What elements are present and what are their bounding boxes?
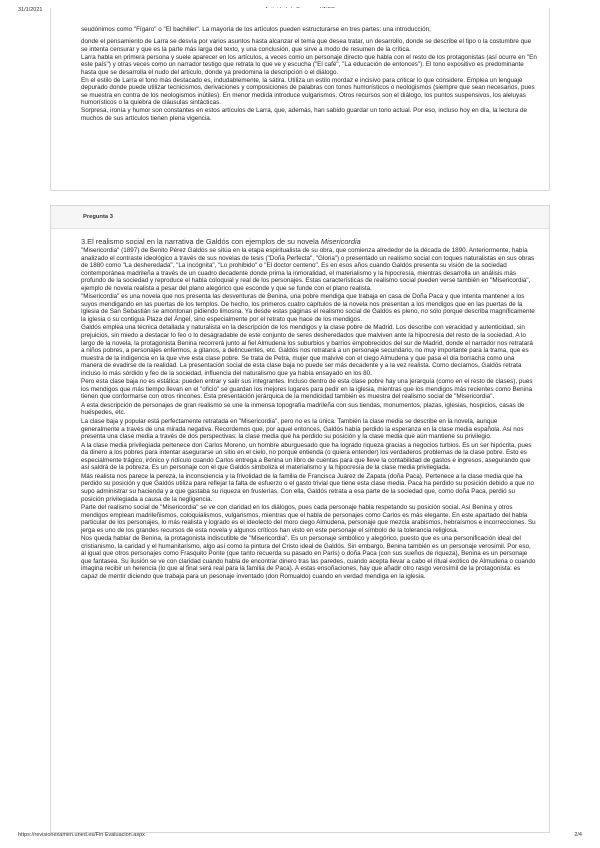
answer-paragraph: Pero esta clase baja no es estática: pueden entrar y salir sus integrantes. Incluso dentro de esta clase pobre hay una jerarquía (como en el resto de clases), pues los mendigos que más tiempo llevan en el "oficio" se guardan los mejores lugares para pedir en la iglesia, mientras que los mendigos más recientes como Benina tienen que conformarse con otros rincones. Esta presentación jerárquica de la mendicidad también es muestra del realismo social de "Misericordia". <box>81 378 533 401</box>
answer-paragraph: Sorpresa, ironía y humor son constantes en estos artículos de Larra, que, además, han sabido guardar un tono actual. Por eso, incluso hoy en día, la lectura de muchos de sus artículos tienen plena vigencia. <box>81 107 527 123</box>
answer-card-previous <box>50 8 550 191</box>
question-title-novel: Misericordia <box>320 237 361 246</box>
answer-paragraph: A la clase media privilegiada pertenece don Carlos Moreno, un hombre aburguesado que ha logrado riqueza gracias a negocios turbios. Es un ser hipócrita, pues da dinero a los pobres para intentar asegurarse un sitio en el cielo, no porque entienda (o quiera entender) los verdaderos problemas de la clase pobre. Esto es especialmente trágico, irónico y ridículo cuando Carlos entrega a Benina un libro de cuentas para que lleve la contabilidad de gastos e ingresos, asegurando que así saldrá de la pobreza. Es un personaje con el que Galdós simboliza el materialismo y la hipocresía de la clase media privilegiada. <box>81 441 532 472</box>
answer-paragraph: Galdós emplea una técnica detallada y naturalista en la descripción de los mendigos y la clase pobre de Madrid. Los describe con veracidad y autenticidad, sin prejuicios, sin miedo a destacar lo feo o lo desagradable de este conjunto de seres desheredados que malviven ante la hipocresía del resto de la sociedad. A lo largo de la novela, la protagonista Benina recorrerá junto al fiel Almudena los suburbios y barrios empobrecidos del sur de Madrid, donde el narrador nos retratará a niños pobres, a personajes enfermos, a gitanos, a delincuentes, etc. Galdós nos retratará a un personaje secundario, no muy importante para la trama, que es muestra de la indigencia en la que vive esta clase pobre. Se trata de Petra, mujer que malvive con el ciego Almudena y que pasa el día borracha como una manera de evadirse de la realidad. La presentación social de esta clase baja no puede ser más decadente y a la vez realista. Como decíamos, Galdós retrata incluso lo más sórdido y feo de la sociedad, influencia del naturalismo que ya había ensayado en los 80. <box>81 324 533 377</box>
print-url: https://revisionexamen.uned.es/Fin Evaluacion.aspx <box>18 832 145 838</box>
question-title-text: 3.El realismo social en la narrativa de Galdós con ejemplos de su novela <box>81 237 321 246</box>
answer-paragraph: "Misericordia" (1897) de Benito Pérez Galdós se sitúa en la etapa espiritualista de su obra, que comienza alrededor de la década de 1890. Anteriormente, había analizado el contraste ideológico a través de sus novelas de tesis ("Doña Perfecta", "Gloria") o presentado un realismo social con toques naturalistas en sus obras de 1880 como "La desheredada", "La incógnita", "Lo prohibido" o "El doctor centeno". Es en esos años cuando Galdós presenta su visión de la sociedad contemporánea madrileña a través de un cuadro decadente donde prima la inmoralidad, el materialismo y la hipocresía, mientras desarrolla un análisis más profundo de la sociedad y reproduce el habla coloquial y real de los personajes. Estas características de realismo social pueden verse también en "Misericordia", ejemplo de novela realista a pesar del plano alegórico que esconde y que se funde con el plano realista. <box>81 247 535 292</box>
answer-paragraph: En el estilo de Larra el tono más destacado es, indudablemente, la sátira. Utiliza un estilo mordaz e incisivo para criticar lo que considere. Emplea un lenguaje depurado donde puede utilizar tecnicismos, derivaciones y composiciones de palabras con tonos humorísticos o neologismos (siempre que sean necesarios, pues se muestra en contra de los neologismos inútiles). En menor medida introduce vulgarismos. Otros recursos son el diálogo, los puntos suspensivos, los aleluyas humorísticos o la quiebra de cláusulas sintácticas. <box>81 76 535 107</box>
question-label: Pregunta 3 <box>83 214 113 220</box>
answer-paragraph: seudónimos como "Fígaro" o "El bachiller". La mayoría de los artículos pueden estructurarse en tres partes: una introducción, <box>81 26 431 33</box>
print-footer <box>0 832 600 842</box>
answer-text <box>81 237 537 582</box>
answer-paragraph: Más realista nos parece la pereza, la inconsciencia y la frivolidad de la familia de Francisca Juárez de Zapata (doña Paca). Pertenece a la clase media que ha perdido su posición y que Galdós utiliza para reflejar la falta de esfuerzo o el gasto trivial que tiene esta clase media. Paca ha perdido su posición debido a que no supo administrar su hacienda y a que gastaba su riqueza en fruslerías. Con ella, Galdós retrata a esa parte de la sociedad que, como doña Paca, perdió su posición privilegiada a causa de la negligencia. <box>81 472 534 503</box>
print-page-number: 2/4 <box>574 832 582 838</box>
answer-text <box>81 26 537 123</box>
question-card-3 <box>50 205 550 833</box>
print-date: 31/1/2021 <box>18 7 43 13</box>
answer-paragraph: Larra habla en primera persona y suele aparecer en los artículos, a veces como un personaje directo que habla con el resto de los protagonistas (así ocurre en "En este país") y otras veces como un narrador testigo que retrata lo que ve y escucha ("El café", "La educación de entonces"). El tono expositivo es predominante hasta que se desarrolla el nudo del artículo, donde ya predomina la descripción o el diálogo. <box>81 53 537 76</box>
question-header <box>51 206 549 229</box>
question-title <box>81 237 537 246</box>
answer-paragraph: Parte del realismo social de "Misericordia" se ve con claridad en los diálogos, pues cada personaje habla respetando su posición social. Así Benina y otros mendigos emplean madrileñismos, coloquialismos, vulgarismos, mientras que el habla de personajes como Carlos es más elegante. En este apartado del habla particular de los personajes, lo más realista y logrado es el ideolecto del moro ciego Almudena, personaje que mezcla arabismos, hebraísmos e incorrecciones. Su jerga es uno de los grandes recursos de esta novela y algunos críticos han visto en este personaje el símbolo de la tolerancia religiosa. <box>81 504 536 534</box>
answer-paragraph: "Misericordia" es una novela que nos presenta las desventuras de Benina, una pobre mendiga que trabaja en casa de Doña Paca y que intenta mantener a los suyos mendigando en las puertas de los templos. De hecho, los primeros cuatro capítulos de la novela nos presentan a los mendigos que en las puertas de la Iglesia de San Sebastián se amontonan pidiendo limosna. Ya desde estas páginas el realismo social de Galdós es pleno, no sólo porque describa magníficamente la iglesia o su contigua Plaza del Ángel, sino especialmente por el retrato que hace de los mendigos. <box>81 293 535 323</box>
answer-paragraph: A esta descripción de personajes de gran realismo se une la inmensa topografía madrileña con sus tiendas, monumentos, plazas, iglesias, hospicios, casas de huéspedes, etc. <box>81 401 525 417</box>
answer-paragraph: La clase baja y popular está perfectamente retratada en "Misericordia", pero no es la única. También la clase media se describe en la novela, aunque generalmente a través de una mirada negativa. Recordemos que, por aquel entonces, Galdós había perdido la esperanza en la clase media española. Así nos presenta una clase media a través de dos perspectivas: la clase media que ha perdido su posición y la clase media que aún mantiene su privilegio. <box>81 418 524 441</box>
answer-paragraph: donde el pensamiento de Larra se desvía por varios asuntos hasta alcanzar el tema que desea tratar, un desarrollo, donde se describe el tipo o la costumbre que se intenta censurar y que es la parte más larga del texto, y una conclusión, que sirve a modo de resumen de la crítica. <box>81 38 532 53</box>
answer-paragraph: Nos queda hablar de Benina, la protagonista indiscutible de "Misericordia". Es un personaje simbólico y alegórico, puesto que es una personificación ideal del cristianismo, la caridad y el humanitarismo, algo así como la pintura del Cristo ideal de Galdós. Sin embargo, Benina también es un personaje verosímil. Por eso, al igual que otros personajes como Frasquito Ponte (que tanto recuerda su pasado en París) o doña Paca (con sus sueños de riqueza), Benina es un personaje que fantasea. Su ilusión se ve con claridad cuando habla de encontrar dinero tras las paredes, cuando acepta llevar a cabo el ritual exótico de Almudena o cuando imagina recibir un herencia (lo que al final será real para la familia de Paca). A estas ensoñaciones, hay que añadir otro rasgo verosímil de la protagonista: es capaz de mentir diciendo que trabaja para un pesonaje inventado (don Romualdo) cuando en verdad mendiga en la iglesia. <box>81 535 536 580</box>
